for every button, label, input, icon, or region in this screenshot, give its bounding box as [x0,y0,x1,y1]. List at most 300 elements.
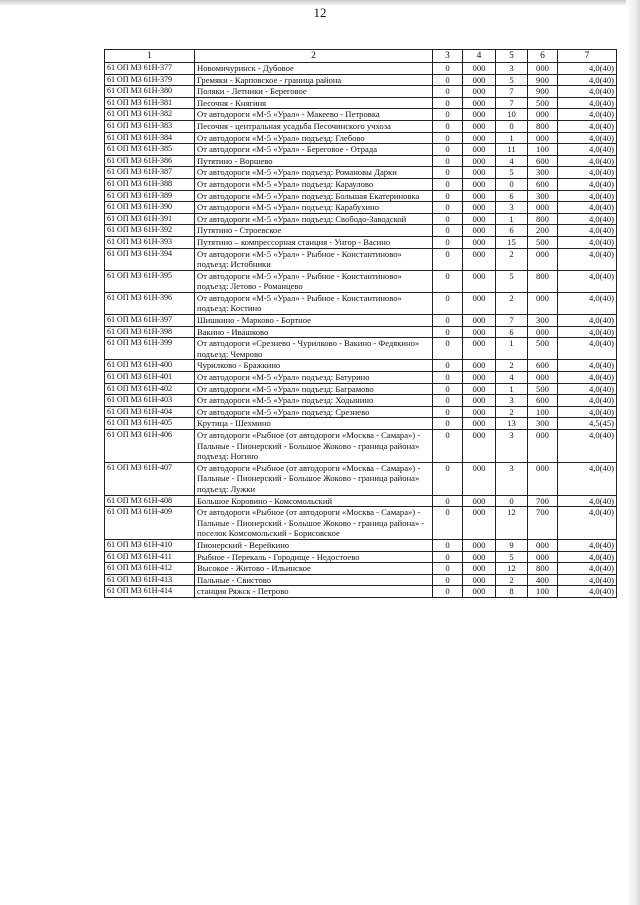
value-cell: 000 [528,372,558,384]
value-cell: 7 [496,315,528,327]
value-cell: 0 [433,120,463,132]
value-cell: 13 [496,418,528,430]
value-cell: 000 [463,372,496,384]
value-cell: 000 [463,292,496,314]
table-row [105,120,617,132]
value-cell: 000 [528,539,558,551]
value-cell: 4,0(40) [558,167,617,179]
road-id-cell: 61 ОП МЗ 61Н-410 [105,539,195,551]
value-cell: 500 [528,97,558,109]
value-cell: 000 [463,109,496,121]
page-number: 12 [313,5,327,20]
value-cell: 4,0(40) [558,315,617,327]
value-cell: 4,0(40) [558,586,617,598]
value-cell: 4,0(40) [558,248,617,270]
road-id-cell: 61 ОП МЗ 61Н-405 [105,418,195,430]
value-cell: 12 [496,563,528,575]
value-cell: 4,0(40) [558,120,617,132]
road-id-cell: 61 ОП МЗ 61Н-413 [105,574,195,586]
value-cell: 000 [463,167,496,179]
value-cell: 000 [463,315,496,327]
road-name-cell: Гремяки - Карповское - граница района [195,74,433,86]
road-id-cell: 61 ОП МЗ 61Н-406 [105,430,195,463]
table-row [105,202,617,214]
value-cell: 4,0(40) [558,132,617,144]
road-registry-table [104,49,617,598]
value-cell: 000 [463,338,496,360]
value-cell: 000 [463,586,496,598]
value-cell: 000 [463,360,496,372]
value-cell: 0 [433,236,463,248]
value-cell: 4,0(40) [558,292,617,314]
value-cell: 12 [496,507,528,540]
value-cell: 4,0(40) [558,97,617,109]
road-id-cell: 61 ОП МЗ 61Н-383 [105,120,195,132]
value-cell: 0 [433,495,463,507]
value-cell: 000 [528,326,558,338]
value-cell: 6 [496,190,528,202]
value-cell: 000 [463,270,496,292]
value-cell: 0 [433,202,463,214]
value-cell: 000 [463,574,496,586]
value-cell: 000 [463,563,496,575]
value-cell: 4,0(40) [558,236,617,248]
value-cell: 0 [433,372,463,384]
table-row [105,86,617,98]
road-name-cell: Песочня - Княгиня [195,97,433,109]
value-cell: 0 [496,495,528,507]
road-id-cell: 61 ОП МЗ 61Н-381 [105,97,195,109]
value-cell: 000 [528,132,558,144]
value-cell: 1 [496,132,528,144]
value-cell: 0 [433,270,463,292]
table-row [105,74,617,86]
value-cell: 300 [528,190,558,202]
road-id-cell: 61 ОП МЗ 61Н-396 [105,292,195,314]
table-row [105,372,617,384]
table-row [105,539,617,551]
table-row [105,586,617,598]
value-cell: 0 [433,383,463,395]
value-cell: 6 [496,326,528,338]
value-cell: 0 [433,144,463,156]
value-cell: 800 [528,563,558,575]
road-name-cell: Рыбное - Перекаль - Городище - Недостоево [195,551,433,563]
value-cell: 0 [433,97,463,109]
value-cell: 000 [528,462,558,495]
value-cell: 2 [496,360,528,372]
value-cell: 000 [463,248,496,270]
table-row [105,574,617,586]
value-cell: 2 [496,406,528,418]
value-cell: 4,0(40) [558,144,617,156]
value-cell: 700 [528,507,558,540]
value-cell: 100 [528,586,558,598]
value-cell: 000 [528,202,558,214]
table-row [105,462,617,495]
value-cell: 3 [496,395,528,407]
value-cell: 0 [496,120,528,132]
table-row [105,338,617,360]
value-cell: 4,0(40) [558,495,617,507]
table-row [105,360,617,372]
table-row [105,270,617,292]
value-cell: 4,0(40) [558,270,617,292]
road-id-cell: 61 ОП МЗ 61Н-385 [105,144,195,156]
road-id-cell: 61 ОП МЗ 61Н-387 [105,167,195,179]
value-cell: 4,0(40) [558,190,617,202]
value-cell: 0 [433,292,463,314]
value-cell: 000 [463,383,496,395]
value-cell: 0 [433,395,463,407]
value-cell: 300 [528,315,558,327]
scan-right-edge [626,0,640,905]
road-id-cell: 61 ОП МЗ 61Н-395 [105,270,195,292]
value-cell: 2 [496,292,528,314]
value-cell: 0 [433,586,463,598]
value-cell: 100 [528,406,558,418]
road-id-cell: 61 ОП МЗ 61Н-404 [105,406,195,418]
value-cell: 000 [463,507,496,540]
value-cell: 4,0(40) [558,563,617,575]
table-row [105,315,617,327]
column-header: 6 [528,50,558,63]
road-name-cell: Путятино - Строевское [195,225,433,237]
value-cell: 000 [463,236,496,248]
value-cell: 000 [463,395,496,407]
value-cell: 600 [528,155,558,167]
value-cell: 6 [496,225,528,237]
value-cell: 0 [433,155,463,167]
value-cell: 000 [463,213,496,225]
value-cell: 0 [433,551,463,563]
value-cell: 2 [496,574,528,586]
road-name-cell: От автодороги «М-5 «Урал» - Береговое - Отрада [195,144,433,156]
road-name-cell: От автодороги «М-5 «Урал» - Рыбное - Константиново» подъезд: Костино [195,292,433,314]
table-row [105,167,617,179]
value-cell: 000 [463,202,496,214]
value-cell: 4,0(40) [558,213,617,225]
value-cell: 000 [528,63,558,75]
value-cell: 0 [433,563,463,575]
value-cell: 800 [528,270,558,292]
value-cell: 7 [496,86,528,98]
value-cell: 8 [496,586,528,598]
value-cell: 4,5(45) [558,418,617,430]
table-row [105,225,617,237]
value-cell: 4,0(40) [558,395,617,407]
value-cell: 0 [433,63,463,75]
road-id-cell: 61 ОП МЗ 61Н-390 [105,202,195,214]
road-id-cell: 61 ОП МЗ 61Н-407 [105,462,195,495]
value-cell: 0 [433,190,463,202]
value-cell: 0 [433,225,463,237]
value-cell: 000 [463,539,496,551]
road-name-cell: От автодороги «Срезнево - Чурилково - Вакино - Федякино» подъезд: Чемрово [195,338,433,360]
road-name-cell: От автодороги «Рыбное (от автодороги «Москва - Самара») - Пальные - Пионерский - Большое Жоково - граница района» - поселок Комсомольский - Борисовское [195,507,433,540]
value-cell: 800 [528,213,558,225]
road-name-cell: Вакино - Ивашково [195,326,433,338]
value-cell: 4,0(40) [558,63,617,75]
value-cell: 000 [463,326,496,338]
road-id-cell: 61 ОП МЗ 61Н-399 [105,338,195,360]
value-cell: 4,0(40) [558,551,617,563]
value-cell: 0 [433,178,463,190]
value-cell: 000 [463,132,496,144]
road-id-cell: 61 ОП МЗ 61Н-412 [105,563,195,575]
value-cell: 1 [496,338,528,360]
value-cell: 000 [463,120,496,132]
road-id-cell: 61 ОП МЗ 61Н-397 [105,315,195,327]
road-id-cell: 61 ОП МЗ 61Н-394 [105,248,195,270]
value-cell: 500 [528,338,558,360]
road-id-cell: 61 ОП МЗ 61Н-398 [105,326,195,338]
value-cell: 0 [433,338,463,360]
value-cell: 000 [463,74,496,86]
value-cell: 4,0(40) [558,574,617,586]
value-cell: 000 [463,155,496,167]
value-cell: 4,0(40) [558,430,617,463]
value-cell: 700 [528,495,558,507]
table-row [105,109,617,121]
road-name-cell: От автодороги «М-5 «Урал» подъезд: Ходынино [195,395,433,407]
value-cell: 0 [433,462,463,495]
column-header: 3 [433,50,463,63]
road-name-cell: От автодороги «М-5 «Урал» подъезд: Караулово [195,178,433,190]
table-row [105,383,617,395]
table-header-row [105,50,617,63]
value-cell: 0 [433,406,463,418]
value-cell: 900 [528,86,558,98]
road-name-cell: От автодороги «М-5 «Урал» - Рыбное - Константиново» подъезд: Летово - Романцево [195,270,433,292]
value-cell: 4,0(40) [558,109,617,121]
value-cell: 5 [496,74,528,86]
road-id-cell: 61 ОП МЗ 61Н-393 [105,236,195,248]
road-id-cell: 61 ОП МЗ 61Н-400 [105,360,195,372]
column-header: 5 [496,50,528,63]
value-cell: 5 [496,551,528,563]
value-cell: 000 [463,418,496,430]
value-cell: 4,0(40) [558,178,617,190]
value-cell: 4,0(40) [558,225,617,237]
table-row [105,236,617,248]
value-cell: 000 [463,190,496,202]
value-cell: 4,0(40) [558,360,617,372]
value-cell: 000 [528,292,558,314]
table-row [105,326,617,338]
road-id-cell: 61 ОП МЗ 61Н-409 [105,507,195,540]
table-row [105,395,617,407]
table-row [105,132,617,144]
road-name-cell: От автодороги «М-5 «Урал» - Рыбное - Константиново» подъезд: Истобники [195,248,433,270]
value-cell: 3 [496,462,528,495]
table-body [105,63,617,598]
road-name-cell: Крутица - Шехмино [195,418,433,430]
column-header: 4 [463,50,496,63]
road-name-cell: От автодороги «М-5 «Урал» подъезд: Большая Екатериновка [195,190,433,202]
value-cell: 4,0(40) [558,406,617,418]
value-cell: 0 [433,418,463,430]
value-cell: 900 [528,74,558,86]
road-name-cell: Путятино – компрессорная станция - Унгор - Васино [195,236,433,248]
road-name-cell: От автодороги «М-5 «Урал» подъезд: Баграмово [195,383,433,395]
road-name-cell: станция Ряжск - Петрово [195,586,433,598]
value-cell: 4,0(40) [558,507,617,540]
value-cell: 1 [496,213,528,225]
road-name-cell: Новомичуринск - Дубовое [195,63,433,75]
value-cell: 600 [528,360,558,372]
value-cell: 000 [463,225,496,237]
road-name-cell: Чурилково - Бражкино [195,360,433,372]
column-header: 1 [105,50,195,63]
value-cell: 200 [528,225,558,237]
table-row [105,190,617,202]
table-row [105,97,617,109]
road-name-cell: От автодороги «М-5 «Урал» - Макеево - Петровка [195,109,433,121]
value-cell: 800 [528,120,558,132]
value-cell: 4 [496,372,528,384]
value-cell: 0 [433,167,463,179]
value-cell: 0 [433,248,463,270]
value-cell: 4,0(40) [558,155,617,167]
road-name-cell: Песочня - центральная усадьба Песочинского учхоза [195,120,433,132]
value-cell: 600 [528,395,558,407]
road-id-cell: 61 ОП МЗ 61Н-392 [105,225,195,237]
value-cell: 000 [463,462,496,495]
value-cell: 5 [496,167,528,179]
road-id-cell: 61 ОП МЗ 61Н-384 [105,132,195,144]
table-row [105,430,617,463]
value-cell: 0 [433,574,463,586]
value-cell: 4,0(40) [558,74,617,86]
road-name-cell: Путятино - Воршево [195,155,433,167]
road-name-cell: От автодороги «М-5 «Урал» подъезд: Карабухино [195,202,433,214]
value-cell: 4,0(40) [558,372,617,384]
value-cell: 3 [496,202,528,214]
value-cell: 400 [528,574,558,586]
table-row [105,63,617,75]
value-cell: 300 [528,418,558,430]
value-cell: 11 [496,144,528,156]
value-cell: 4,0(40) [558,338,617,360]
value-cell: 0 [496,178,528,190]
value-cell: 0 [433,74,463,86]
value-cell: 2 [496,248,528,270]
value-cell: 0 [433,360,463,372]
table-row [105,144,617,156]
value-cell: 4,0(40) [558,202,617,214]
value-cell: 000 [528,551,558,563]
table-row [105,292,617,314]
value-cell: 4,0(40) [558,326,617,338]
table-row [105,507,617,540]
value-cell: 000 [463,63,496,75]
road-name-cell: От автодороги «М-5 «Урал» подъезд: Свободо-Заводской [195,213,433,225]
value-cell: 9 [496,539,528,551]
value-cell: 4,0(40) [558,86,617,98]
value-cell: 500 [528,236,558,248]
road-name-cell: От автодороги «М-5 «Урал» подъезд: Романовы Дарки [195,167,433,179]
road-id-cell: 61 ОП МЗ 61Н-401 [105,372,195,384]
value-cell: 7 [496,97,528,109]
table-row [105,551,617,563]
table-row [105,213,617,225]
road-id-cell: 61 ОП МЗ 61Н-402 [105,383,195,395]
road-name-cell: От автодороги «Рыбное (от автодороги «Москва - Самара») - Пальные - Пионерский - Большое Жоково - граница района» подъезд: Ногино [195,430,433,463]
road-name-cell: Шишкино - Марково - Бортное [195,315,433,327]
value-cell: 4 [496,155,528,167]
road-id-cell: 61 ОП МЗ 61Н-386 [105,155,195,167]
road-id-cell: 61 ОП МЗ 61Н-389 [105,190,195,202]
value-cell: 000 [528,430,558,463]
road-id-cell: 61 ОП МЗ 61Н-380 [105,86,195,98]
value-cell: 000 [463,495,496,507]
value-cell: 3 [496,430,528,463]
value-cell: 000 [463,97,496,109]
value-cell: 000 [463,86,496,98]
table-row [105,495,617,507]
road-name-cell: Большое Коровино - Комсомольский [195,495,433,507]
road-id-cell: 61 ОП МЗ 61Н-408 [105,495,195,507]
value-cell: 3 [496,63,528,75]
value-cell: 600 [528,178,558,190]
value-cell: 0 [433,132,463,144]
table-row [105,178,617,190]
road-id-cell: 61 ОП МЗ 61Н-388 [105,178,195,190]
road-name-cell: Высокое - Житово - Ильинское [195,563,433,575]
table-row [105,406,617,418]
road-id-cell: 61 ОП МЗ 61Н-411 [105,551,195,563]
value-cell: 15 [496,236,528,248]
column-header: 2 [195,50,433,63]
table-row [105,418,617,430]
value-cell: 100 [528,144,558,156]
road-name-cell: От автодороги «М-5 «Урал» подъезд: Срезнево [195,406,433,418]
value-cell: 000 [463,178,496,190]
value-cell: 000 [463,430,496,463]
road-name-cell: От автодороги «М-5 «Урал» подъезд: Глебово [195,132,433,144]
road-name-cell: От автодороги «Рыбное (от автодороги «Москва - Самара») - Пальные - Пионерский - Большое Жоково - граница района» подъезд: Лужки [195,462,433,495]
value-cell: 5 [496,270,528,292]
road-name-cell: Пальные - Свистово [195,574,433,586]
value-cell: 4,0(40) [558,462,617,495]
value-cell: 4,0(40) [558,383,617,395]
value-cell: 0 [433,539,463,551]
table-row [105,155,617,167]
road-name-cell: Пионерский - Верейкино [195,539,433,551]
value-cell: 0 [433,315,463,327]
value-cell: 300 [528,167,558,179]
value-cell: 000 [463,551,496,563]
road-id-cell: 61 ОП МЗ 61Н-382 [105,109,195,121]
value-cell: 000 [463,144,496,156]
value-cell: 0 [433,430,463,463]
value-cell: 000 [528,109,558,121]
value-cell: 0 [433,86,463,98]
road-id-cell: 61 ОП МЗ 61Н-391 [105,213,195,225]
value-cell: 1 [496,383,528,395]
value-cell: 000 [528,248,558,270]
value-cell: 500 [528,383,558,395]
value-cell: 0 [433,109,463,121]
value-cell: 0 [433,507,463,540]
value-cell: 4,0(40) [558,539,617,551]
table-row [105,248,617,270]
value-cell: 10 [496,109,528,121]
road-name-cell: От автодороги «М-5 «Урал» подъезд: Батурино [195,372,433,384]
road-id-cell: 61 ОП МЗ 61Н-403 [105,395,195,407]
road-id-cell: 61 ОП МЗ 61Н-414 [105,586,195,598]
